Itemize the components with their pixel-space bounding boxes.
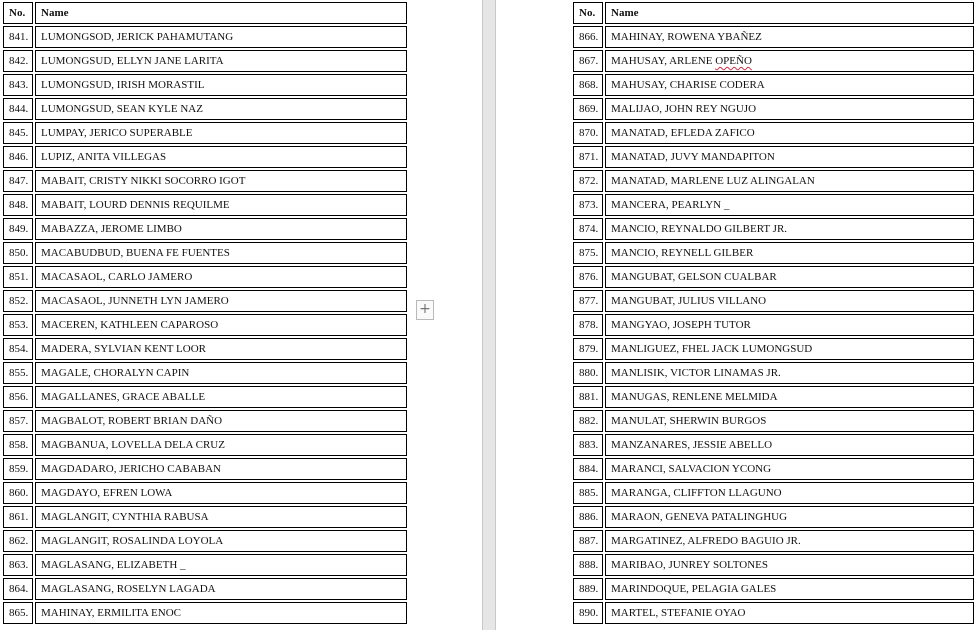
row-name-cell[interactable]	[35, 242, 407, 264]
row-name-cell[interactable]	[35, 578, 407, 600]
spellcheck-flagged-word[interactable]: OPEÑO	[715, 55, 752, 67]
table-row	[573, 482, 974, 504]
name-text: MAGDAYO, EFREN LOWA	[41, 487, 173, 499]
row-name-cell[interactable]	[605, 434, 974, 456]
row-number-cell[interactable]: 862.	[3, 530, 33, 552]
row-name-cell[interactable]	[35, 554, 407, 576]
row-number-cell[interactable]: 888.	[573, 554, 603, 576]
table-row	[3, 50, 407, 72]
row-name-cell[interactable]	[35, 218, 407, 240]
plus-icon: +	[419, 301, 431, 317]
name-text: MARANCI, SALVACION YCONG	[611, 463, 772, 475]
name-text: MAGLASANG, ROSELYN LAGADA	[41, 583, 216, 595]
row-name-cell[interactable]	[605, 506, 974, 528]
row-number-cell[interactable]: 844.	[3, 98, 33, 120]
row-name-cell[interactable]	[35, 458, 407, 480]
row-name-cell[interactable]	[605, 290, 974, 312]
table-row	[3, 26, 407, 48]
row-number-cell[interactable]: 887.	[573, 530, 603, 552]
row-name-cell[interactable]	[35, 146, 407, 168]
row-number-cell[interactable]: 876.	[573, 266, 603, 288]
row-number-cell[interactable]: 881.	[573, 386, 603, 408]
row-number-cell[interactable]: 861.	[3, 506, 33, 528]
table-row	[3, 554, 407, 576]
row-number-cell[interactable]: 878.	[573, 314, 603, 336]
row-name-cell[interactable]	[605, 554, 974, 576]
name-text: MAGLASANG, ELIZABETH _	[41, 559, 186, 571]
row-number-cell[interactable]: 859.	[3, 458, 33, 480]
name-text: MANCIO, REYNELL GILBER	[611, 247, 754, 259]
name-text: MAGBANUA, LOVELLA DELA CRUZ	[41, 439, 225, 451]
name-text: MARGATINEZ, ALFREDO BAGUIO JR.	[611, 535, 801, 547]
name-text: MARAON, GENEVA PATALINGHUG	[611, 511, 788, 523]
row-number-cell[interactable]: 890.	[573, 602, 603, 624]
row-name-cell[interactable]	[35, 122, 407, 144]
name-text: LUMPAY, JERICO SUPERABLE	[41, 127, 193, 139]
row-number-cell[interactable]: 869.	[573, 98, 603, 120]
row-number-cell[interactable]: 846.	[3, 146, 33, 168]
name-text: LUMONGSOD, JERICK PAHAMUTANG	[41, 31, 234, 43]
table-row	[573, 578, 974, 600]
name-text: LUPIZ, ANITA VILLEGAS	[41, 151, 167, 163]
row-number-cell[interactable]: 858.	[3, 434, 33, 456]
row-number-cell[interactable]: 864.	[3, 578, 33, 600]
row-number-cell[interactable]: 879.	[573, 338, 603, 360]
name-text: MANZANARES, JESSIE ABELLO	[611, 439, 773, 451]
table-row	[573, 530, 974, 552]
name-text: MARANGA, CLIFFTON LLAGUNO	[611, 487, 782, 499]
row-name-cell[interactable]	[35, 290, 407, 312]
row-name-cell[interactable]	[605, 98, 974, 120]
row-number-cell[interactable]: 843.	[3, 74, 33, 96]
row-name-cell[interactable]	[605, 314, 974, 336]
table-row	[3, 578, 407, 600]
name-text: MAGALLANES, GRACE ABALLE	[41, 391, 206, 403]
column-header-name: Name	[35, 2, 407, 24]
row-number-cell[interactable]: 865.	[3, 602, 33, 624]
name-text: MACASAOL, JUNNETH LYN JAMERO	[41, 295, 229, 307]
table-row	[3, 242, 407, 264]
name-text: MAGLANGIT, ROSALINDA LOYOLA	[41, 535, 224, 547]
row-name-cell[interactable]	[35, 26, 407, 48]
row-number-cell[interactable]: 882.	[573, 410, 603, 432]
name-text: MAGLANGIT, CYNTHIA RABUSA	[41, 511, 209, 523]
table-row	[573, 338, 974, 360]
row-number-cell[interactable]: 851.	[3, 266, 33, 288]
name-text: LUMONGSUD, IRISH MORASTIL	[41, 79, 205, 91]
row-number-cell[interactable]: 868.	[573, 74, 603, 96]
row-name-cell[interactable]	[605, 122, 974, 144]
row-number-cell[interactable]: 841.	[3, 26, 33, 48]
row-number-cell[interactable]: 849.	[3, 218, 33, 240]
row-name-cell[interactable]	[35, 314, 407, 336]
table-row	[573, 290, 974, 312]
name-text: MAHUSAY, CHARISE CODERA	[611, 79, 765, 91]
row-number-cell[interactable]: 885.	[573, 482, 603, 504]
row-name-cell[interactable]	[35, 602, 407, 624]
table-row	[573, 506, 974, 528]
row-number-cell[interactable]: 856.	[3, 386, 33, 408]
row-name-cell[interactable]	[35, 482, 407, 504]
name-text: MABAIT, CRISTY NIKKI SOCORRO IGOT	[41, 175, 246, 187]
table-row	[3, 506, 407, 528]
name-text: MACASAOL, CARLO JAMERO	[41, 271, 193, 283]
name-text: MANLISIK, VICTOR LINAMAS JR.	[611, 367, 781, 379]
row-name-cell[interactable]	[35, 170, 407, 192]
roster-table-left	[1, 0, 409, 626]
row-number-cell[interactable]: 872.	[573, 170, 603, 192]
row-name-cell[interactable]	[605, 74, 974, 96]
name-text: MADERA, SYLVIAN KENT LOOR	[41, 343, 207, 355]
row-number-cell[interactable]: 857.	[3, 410, 33, 432]
table-row	[573, 218, 974, 240]
table-row	[3, 194, 407, 216]
row-name-cell[interactable]	[605, 170, 974, 192]
table-row	[573, 458, 974, 480]
table-row	[573, 74, 974, 96]
name-text: MAGALE, CHORALYN CAPIN	[41, 367, 190, 379]
row-name-cell[interactable]	[35, 74, 407, 96]
row-name-cell[interactable]	[35, 266, 407, 288]
column-header-no: No.	[3, 2, 33, 24]
table-row	[3, 266, 407, 288]
row-number-cell[interactable]: 853.	[3, 314, 33, 336]
row-name-cell[interactable]	[605, 410, 974, 432]
table-row	[3, 410, 407, 432]
row-name-cell[interactable]	[35, 98, 407, 120]
column-header-name: Name	[605, 2, 974, 24]
row-number-cell[interactable]: 852.	[3, 290, 33, 312]
table-row	[3, 122, 407, 144]
row-number-cell[interactable]: 877.	[573, 290, 603, 312]
document-page-right	[496, 0, 978, 630]
table-row	[573, 50, 974, 72]
row-name-cell[interactable]	[605, 218, 974, 240]
row-name-cell[interactable]	[605, 578, 974, 600]
name-text: MANLIGUEZ, FHEL JACK LUMONGSUD	[611, 343, 813, 355]
table-row	[573, 434, 974, 456]
table-row	[573, 146, 974, 168]
row-number-cell[interactable]: 850.	[3, 242, 33, 264]
name-text: MAHINAY, ERMILITA ENOC	[41, 607, 181, 619]
name-text: MANATAD, MARLENE LUZ ALINGALAN	[611, 175, 815, 187]
table-row	[573, 410, 974, 432]
table-row	[573, 26, 974, 48]
name-text: MAHUSAY, ARLENE	[611, 55, 716, 67]
name-text: MANCIO, REYNALDO GILBERT JR.	[611, 223, 788, 235]
name-text: MANULAT, SHERWIN BURGOS	[611, 415, 767, 427]
row-number-cell[interactable]: 871.	[573, 146, 603, 168]
add-column-button[interactable]	[416, 300, 434, 320]
row-name-cell[interactable]	[35, 410, 407, 432]
name-text: MANUGAS, RENLENE MELMIDA	[611, 391, 778, 403]
table-row	[3, 458, 407, 480]
row-name-cell[interactable]	[35, 506, 407, 528]
table-row	[573, 602, 974, 624]
table-row	[573, 98, 974, 120]
row-name-cell[interactable]	[605, 26, 974, 48]
name-text: MALIJAO, JOHN REY NGUJO	[611, 103, 757, 115]
table-row	[3, 338, 407, 360]
document-page-left	[0, 0, 482, 630]
table-row	[3, 482, 407, 504]
roster-body-right	[573, 26, 974, 624]
row-number-cell[interactable]: 870.	[573, 122, 603, 144]
row-name-cell[interactable]	[35, 50, 407, 72]
row-number-cell[interactable]: 866.	[573, 26, 603, 48]
row-name-cell[interactable]	[605, 50, 974, 72]
table-row	[573, 242, 974, 264]
name-text: MANGYAO, JOSEPH TUTOR	[611, 319, 751, 331]
name-text: MANATAD, JUVY MANDAPITON	[611, 151, 775, 163]
row-name-cell[interactable]	[35, 530, 407, 552]
table-row	[3, 98, 407, 120]
row-number-cell[interactable]: 860.	[3, 482, 33, 504]
name-text: MABAIT, LOURD DENNIS REQUILME	[41, 199, 230, 211]
row-number-cell[interactable]: 845.	[3, 122, 33, 144]
name-text: MACEREN, KATHLEEN CAPAROSO	[41, 319, 219, 331]
row-number-cell[interactable]: 883.	[573, 434, 603, 456]
row-name-cell[interactable]	[605, 242, 974, 264]
row-name-cell[interactable]	[605, 362, 974, 384]
table-row	[573, 386, 974, 408]
table-row	[3, 314, 407, 336]
page-gutter	[482, 0, 496, 630]
table-header-row	[3, 2, 407, 24]
table-row	[3, 602, 407, 624]
row-name-cell[interactable]	[605, 386, 974, 408]
row-number-cell[interactable]: 848.	[3, 194, 33, 216]
name-text: MAGBALOT, ROBERT BRIAN DAÑO	[41, 415, 223, 427]
table-row	[573, 266, 974, 288]
roster-body-left	[3, 26, 407, 624]
table-row	[3, 218, 407, 240]
table-row	[3, 74, 407, 96]
name-text: MAGDADARO, JERICHO CABABAN	[41, 463, 221, 475]
row-name-cell[interactable]	[605, 194, 974, 216]
row-number-cell[interactable]: 847.	[3, 170, 33, 192]
row-number-cell[interactable]: 867.	[573, 50, 603, 72]
table-row	[3, 146, 407, 168]
roster-table-right	[571, 0, 976, 626]
table-row	[573, 122, 974, 144]
table-row	[573, 362, 974, 384]
row-name-cell[interactable]	[605, 146, 974, 168]
row-number-cell[interactable]: 889.	[573, 578, 603, 600]
row-name-cell[interactable]	[605, 338, 974, 360]
row-number-cell[interactable]: 855.	[3, 362, 33, 384]
row-number-cell[interactable]: 863.	[3, 554, 33, 576]
row-name-cell[interactable]	[605, 530, 974, 552]
column-header-no: No.	[573, 2, 603, 24]
name-text: MARTEL, STEFANIE OYAO	[611, 607, 746, 619]
name-text: MAHINAY, ROWENA YBAÑEZ	[611, 31, 762, 43]
row-number-cell[interactable]: 880.	[573, 362, 603, 384]
row-number-cell[interactable]: 874.	[573, 218, 603, 240]
row-name-cell[interactable]	[35, 362, 407, 384]
name-text: MARIBAO, JUNREY SOLTONES	[611, 559, 768, 571]
table-row	[3, 386, 407, 408]
name-text: MANCERA, PEARLYN _	[611, 199, 730, 211]
name-text: LUMONGSUD, SEAN KYLE NAZ	[41, 103, 203, 115]
table-row	[3, 290, 407, 312]
row-number-cell[interactable]: 854.	[3, 338, 33, 360]
row-name-cell[interactable]	[35, 386, 407, 408]
row-number-cell[interactable]: 875.	[573, 242, 603, 264]
name-text: MANGUBAT, GELSON CUALBAR	[611, 271, 777, 283]
name-text: MANATAD, EFLEDA ZAFICO	[611, 127, 755, 139]
row-name-cell[interactable]	[605, 602, 974, 624]
name-text: MARINDOQUE, PELAGIA GALES	[611, 583, 777, 595]
name-text: LUMONGSUD, ELLYN JANE LARITA	[41, 55, 224, 67]
row-name-cell[interactable]	[35, 194, 407, 216]
table-row	[573, 314, 974, 336]
row-number-cell[interactable]: 884.	[573, 458, 603, 480]
table-row	[3, 362, 407, 384]
table-row	[3, 530, 407, 552]
table-row	[573, 170, 974, 192]
table-row	[3, 434, 407, 456]
name-text: MABAZZA, JEROME LIMBO	[41, 223, 182, 235]
name-text: MANGUBAT, JULIUS VILLANO	[611, 295, 767, 307]
row-number-cell[interactable]: 873.	[573, 194, 603, 216]
row-number-cell[interactable]: 842.	[3, 50, 33, 72]
row-name-cell[interactable]	[605, 266, 974, 288]
table-row	[573, 554, 974, 576]
row-name-cell[interactable]	[605, 482, 974, 504]
table-header-row	[573, 2, 974, 24]
row-number-cell[interactable]: 886.	[573, 506, 603, 528]
row-name-cell[interactable]	[605, 458, 974, 480]
table-row	[573, 194, 974, 216]
row-name-cell[interactable]	[35, 434, 407, 456]
table-row	[3, 170, 407, 192]
name-text: MACABUDBUD, BUENA FE FUENTES	[41, 247, 230, 259]
row-name-cell[interactable]	[35, 338, 407, 360]
